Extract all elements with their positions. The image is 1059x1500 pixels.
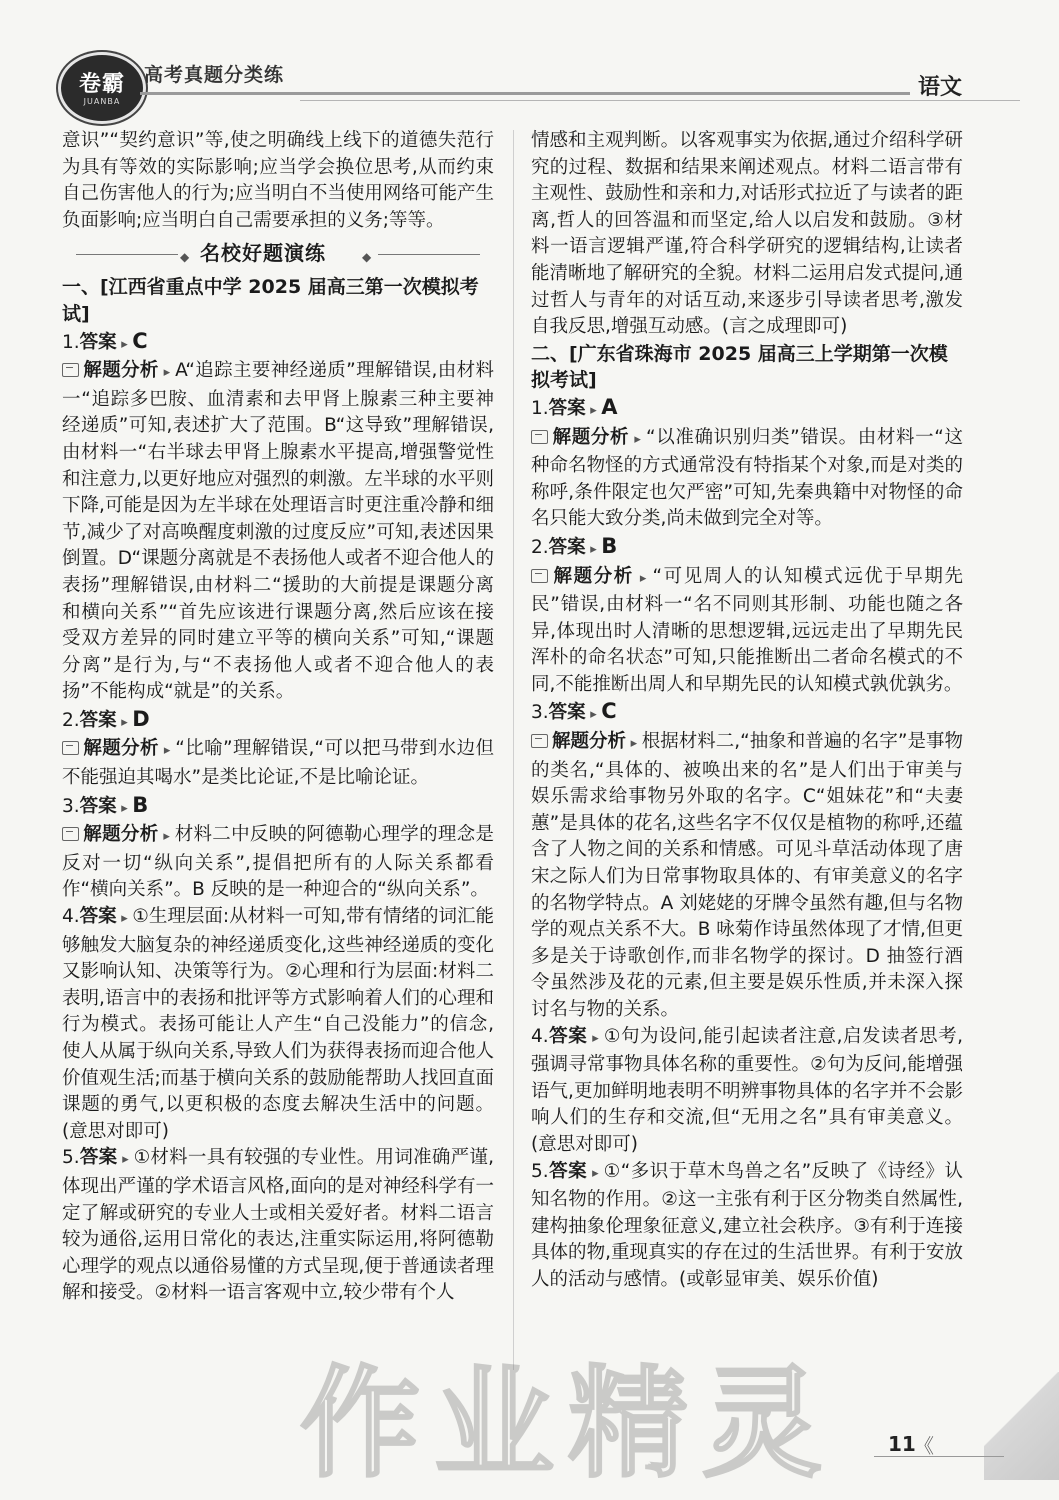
banner-title: 名校好题演练 [200, 241, 326, 266]
question-item [62, 706, 494, 792]
answer-label: 答案 ▸ [549, 398, 602, 419]
question-item [62, 1145, 494, 1307]
answer-row [62, 706, 494, 737]
answer-label: 答案 ▸ [80, 906, 133, 927]
question-number: 2. [531, 536, 549, 558]
page-chevron-icon: 《 [914, 1434, 934, 1458]
answer-row [531, 394, 963, 425]
answer-text: ①句为设问,能引起读者注意,启发读者思考,强调寻常事物具体名称的重要性。②句为反问,能增强语气,更加鲜明地表明不明辨事物具体的名字并不会影响人们的生存和交流,但“无用之名”具有审美意义。(意思对即可) [531, 1025, 963, 1155]
analysis-text: “比喻”理解错误,“可以把马带到水边但不能强迫其喝水”是类比论证,不是比喻论证。 [62, 738, 494, 789]
analysis-paragraph [62, 822, 494, 904]
question-item [62, 792, 494, 904]
page-header [0, 0, 1059, 130]
answer-label: 答案 ▸ [549, 537, 602, 558]
section-title: 一、[江西省重点中学 2025 届高三第一次模拟考试] [62, 276, 479, 325]
answer-label: 答案 ▸ [80, 796, 133, 817]
analysis-icon [531, 734, 548, 748]
watermark: 作业精灵 [300, 1355, 836, 1494]
question-number: 1. [62, 331, 80, 353]
analysis-paragraph [62, 358, 494, 706]
left-column [62, 128, 494, 1307]
header-rule [140, 92, 910, 95]
question-number: 4. [62, 906, 80, 928]
question-number: 5. [531, 1160, 549, 1182]
answer-paragraph [531, 1024, 963, 1159]
answer-paragraph [531, 1159, 963, 1294]
question-number: 3. [62, 795, 80, 817]
analysis-label: 解题分析 ▸ [552, 731, 642, 752]
answer-row [62, 328, 494, 359]
analysis-icon [62, 363, 79, 377]
subject-label: 语文 [918, 75, 963, 100]
banner-ornament-left-icon: ◆ [180, 250, 190, 265]
series-title: 高考真题分类练 [144, 64, 285, 86]
answer-paragraph [62, 904, 494, 1145]
question-item [531, 1024, 963, 1159]
analysis-label: 解题分析 ▸ [83, 824, 175, 845]
answer-label: 答案 ▸ [80, 1147, 134, 1168]
analysis-label: 解题分析 ▸ [552, 427, 646, 448]
answer-letter: C [601, 699, 617, 724]
answer-letter: C [132, 328, 148, 353]
analysis-paragraph [531, 729, 963, 1024]
answer-paragraph [62, 1145, 494, 1307]
analysis-text: “以准确识别归类”错误。由材料一“这种命名物怪的方式通常没有特指某个对象,而是对类的称呼,条件限定也欠严密”可知,先秦典籍中对物怪的命名只能大致分类,尚未做到完全对等。 [531, 426, 963, 530]
question-number: 1. [531, 397, 549, 419]
question-number: 2. [62, 709, 80, 731]
analysis-icon [531, 569, 548, 583]
answer-letter: B [601, 533, 618, 558]
analysis-paragraph [62, 736, 494, 791]
question-item [531, 394, 963, 533]
question-item [62, 328, 494, 706]
analysis-label: 解题分析 ▸ [552, 566, 653, 587]
analysis-icon [62, 741, 79, 755]
answer-text: ①材料一具有较强的专业性。用词准确严谨,体现出严谨的学术语言风格,面向的是对神经科学有一定了解或研究的专业人士或相关爱好者。材料二语言较为通俗,运用日常化的表达,注重实际运用,将阿德勒心理学的观点以通俗易懂的方式呈现,便于普通读者理解和接受。②材料一语言客观中立,较少带有个人 [62, 1147, 495, 1304]
column-divider [513, 130, 514, 1370]
section-banner [62, 238, 494, 272]
analysis-text: 材料二中反映的阿德勒心理学的理念是反对一切“纵向关系”,提倡把所有的人际关系都看作“横向关系”。B 反映的是一种迎合的“纵向关系”。 [62, 824, 494, 901]
analysis-text: “可见周人的认知模式远优于早期先民”错误,由材料一“名不同则其形制、功能也随之各异,体现出时人清晰的思想逻辑,远远走出了早期先民浑朴的命名状态”可知,只能推断出二者命名模式的不同,不能推断出周人和早期先民的认知模式孰优孰劣。 [531, 565, 963, 695]
header-rule-thin [300, 100, 1020, 101]
page-number: 11 [888, 1432, 916, 1456]
logo-text: 卷霸 [78, 71, 125, 97]
analysis-text: A“追踪主要神经递质”理解错误,由材料一“追踪多巴胺、血清素和去甲肾上腺素三种主要神经递质”可知,表述扩大了范围。B“这导致”理解错误,由材料一“右半球去甲肾上腺素水平提高,增强警觉性和注意力,以更好地应对强烈的刺激。左半球的水平则下降,可能是因为左半球在处理语言时更注重冷静和细节,减少了对高唤醒度刺激的过度反应”可知,表述因果倒置。D“课题分离就是不表扬他人或者不迎合他人的表扬”理解错误,由材料二“援助的大前提是课题分离和横向关系”“首先应该进行课题分离,然后应该在接受双方差异的同时建立平等的横向关系”可知,“课题分离”是行为,与“不表扬他人或者不迎合他人的表扬”不能构成“就是”的关系。 [62, 360, 494, 703]
answer-row [62, 792, 494, 823]
banner-rule-left [76, 254, 178, 255]
answer-label: 答案 ▸ [549, 1026, 604, 1047]
answer-row [531, 698, 963, 729]
banner-ornament-right-icon: ◆ [362, 250, 372, 265]
analysis-label: 解题分析 ▸ [83, 360, 175, 381]
logo-subtext: JUANBA [83, 97, 121, 106]
analysis-label: 解题分析 ▸ [83, 738, 175, 759]
answer-label: 答案 ▸ [549, 702, 602, 723]
question-item [531, 698, 963, 1023]
section-title: 二、[广东省珠海市 2025 届高三上学期第一次模拟考试] [531, 342, 948, 392]
brand-logo [58, 52, 146, 124]
analysis-paragraph [531, 425, 963, 533]
analysis-icon [62, 827, 79, 841]
analysis-text: 根据材料二,“抽象和普遍的名字”是事物的类名,“具体的、被唤出来的名”是人们出于审美与娱乐需求给事物另外取的名字。C“姐妹花”和“夫妻蕙”是具体的花名,这些名字不仅仅是植物的称呼,还蕴含了人物之间的关系和情感。可见斗草活动体现了唐宋之际人们为日常事物取具体的、有审美意义的名字的名物学特点。A 刘姥姥的牙牌令虽然有趣,但与名物学的观点关系不大。B 咏菊作诗虽然体现了才情,但更多是关于诗歌创作,而非名物学的探讨。D 抽签行酒令虽然涉及花的元素,但主要是娱乐性质,并未深入探讨名与物的关系。 [531, 731, 963, 1020]
question-item [531, 533, 963, 699]
analysis-paragraph [531, 564, 963, 699]
right-column [531, 128, 963, 1294]
answer-label: 答案 ▸ [80, 710, 133, 731]
footer-rule [874, 1456, 1004, 1457]
question-number: 5. [62, 1147, 80, 1169]
answer-text: ①“多识于草木鸟兽之名”反映了《诗经》认知名物的作用。②这一主张有利于区分物类自然属性,建构抽象伦理象征意义,建立社会秩序。③有利于连接具体的物,重现真实的存在过的生活世界。有利于安放人的活动与感情。(或彰显审美、娱乐价值) [531, 1160, 963, 1290]
question-number: 4. [531, 1025, 549, 1047]
question-item [62, 904, 494, 1145]
right-intro-paragraph: 情感和主观判断。以客观事实为依据,通过介绍科学研究的过程、数据和结果来阐述观点。材料二语言带有主观性、鼓励性和亲和力,对话形式拉近了与读者的距离,哲人的回答温和而坚定,给人以启发和鼓励。③材料一语言逻辑严谨,符合科学研究的逻辑结构,让读者能清晰地了解研究的全貌。材料二运用启发式提问,通过哲人与青年的对话互动,来逐步引导读者思考,激发自我反思,增强互动感。(言之成理即可) [531, 130, 963, 338]
answer-label: 答案 ▸ [549, 1161, 604, 1182]
banner-rule-right [378, 254, 480, 255]
question-number: 3. [531, 702, 549, 724]
answer-text: ①生理层面:从材料一可知,带有情绪的词汇能够触发大脑复杂的神经递质变化,这些神经递质的变化又影响认知、决策等行为。②心理和行为层面:材料二表明,语言中的表扬和批评等方式影响着人们的心理和行为模式。表扬可能让人产生“自己没能力”的信念,使人从属于纵向关系,导致人们为获得表扬而迎合他人价值观生活;而基于横向关系的鼓励能帮助人找回直面课题的勇气,以更积极的态度去解决生活中的问题。(意思对即可) [62, 906, 495, 1142]
analysis-icon [531, 430, 548, 444]
page-corner-fold [984, 1372, 1059, 1480]
question-item [531, 1159, 963, 1294]
answer-letter: B [132, 792, 149, 817]
answer-letter: A [601, 394, 618, 419]
left-intro-paragraph: 意识”“契约意识”等,使之明确线上线下的道德失范行为具有等效的实际影响;应当学会换位思考,从而约束自己伤害他人的行为;应当明白不当使用网络可能产生负面影响;应当明白自己需要承担的义务;等等。 [62, 130, 494, 231]
answer-row [531, 533, 963, 564]
answer-letter: D [132, 706, 150, 731]
answer-label: 答案 ▸ [80, 332, 133, 353]
